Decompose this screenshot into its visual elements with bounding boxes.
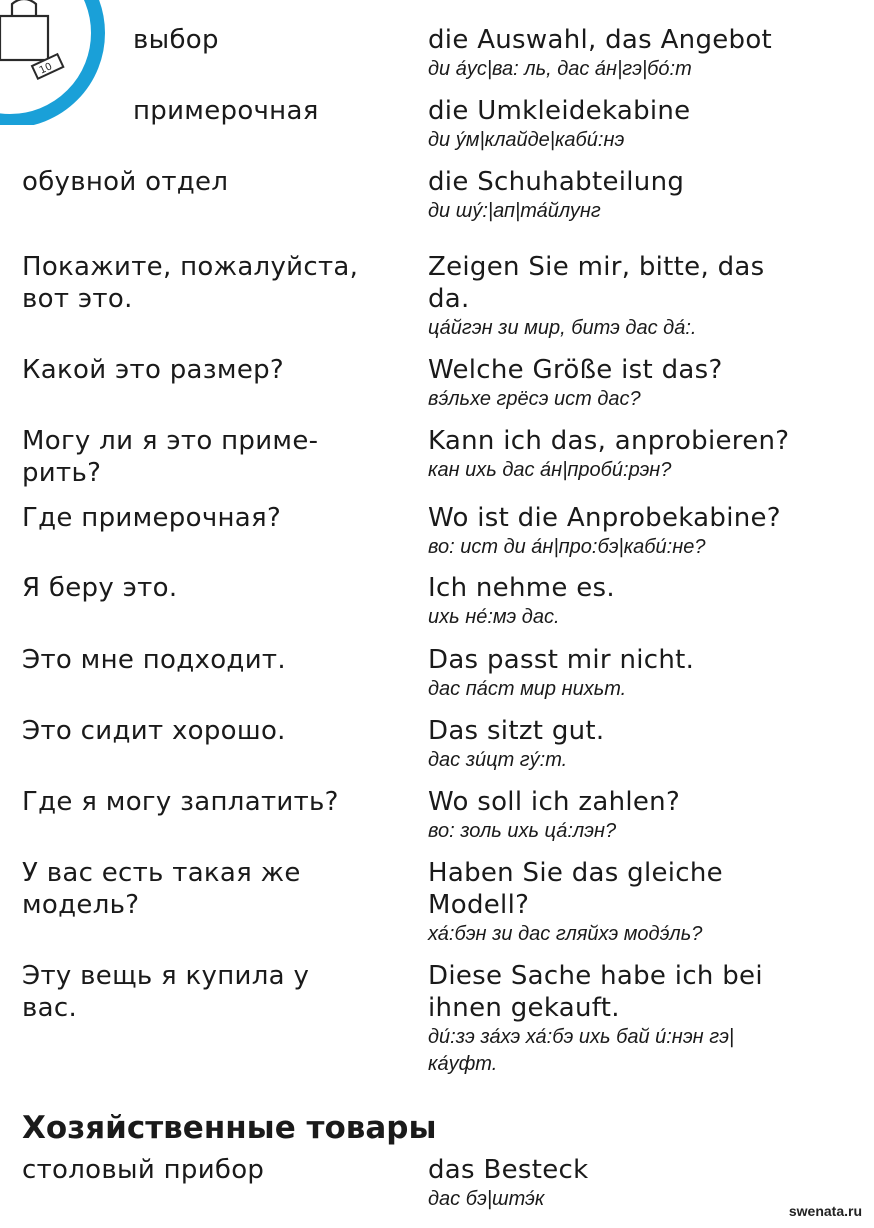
ru-phrase: Эту вещь я купила у вас. — [22, 961, 310, 1023]
de-phrase: Ich nehme es. — [428, 573, 615, 603]
ru-phrase: Могу ли я это приме-рить? — [22, 426, 319, 488]
ru-phrase: Какой это размер? — [22, 355, 285, 385]
transcription: ди́:зэ за́хэ ха́:бэ ихь бай и́:нэн гэ|ка́уфт. — [428, 1026, 735, 1075]
de-phrase: die Auswahl, das Angebot — [428, 25, 773, 55]
section-title: Хозяйственные товары — [22, 1110, 437, 1146]
transcription: во: ист ди а́н|про:бэ|каби́:не? — [428, 536, 706, 558]
de-phrase: Zeigen Sie mir, bitte, das da. — [428, 252, 765, 314]
transcription: ди шу́:|ап|та́йлунг — [428, 200, 601, 222]
ru-phrase: обувной отдел — [22, 167, 229, 197]
de-phrase: Diese Sache habe ich bei ihnen gekauft. — [428, 961, 763, 1023]
ru-phrase: столовый прибор — [22, 1155, 265, 1185]
de-phrase: das Besteck — [428, 1155, 589, 1185]
ru-phrase: Я беру это. — [22, 573, 178, 603]
transcription: дас па́ст мир нихьт. — [428, 678, 627, 700]
ru-phrase: Где примерочная? — [22, 503, 282, 533]
shopping-bag-logo-icon — [0, 0, 110, 125]
transcription: во: золь ихь ца́:лэн? — [428, 820, 617, 842]
transcription: дас бэ|штэ́к — [428, 1188, 545, 1210]
de-phrase: Haben Sie das gleiche Modell? — [428, 858, 723, 920]
ru-phrase: Это сидит хорошо. — [22, 716, 286, 746]
de-phrase: Wo soll ich zahlen? — [428, 787, 681, 817]
de-phrase: Wo ist die Anprobekabine? — [428, 503, 781, 533]
transcription: кан ихь дас а́н|проби́:рэн? — [428, 459, 672, 481]
de-phrase: Das passt mir nicht. — [428, 645, 695, 675]
logo-badge-text: 10 — [37, 61, 54, 77]
ru-phrase: выбор — [133, 25, 219, 55]
ru-phrase: Это мне подходит. — [22, 645, 286, 675]
de-phrase: Das sitzt gut. — [428, 716, 605, 746]
transcription: ха́:бэн зи дас гляйхэ модэ́ль? — [428, 923, 703, 945]
transcription: ди у́м|клайде|каби́:нэ — [428, 129, 625, 151]
transcription: дас зи́цт гу́:т. — [428, 749, 568, 771]
de-phrase: die Umkleidekabine — [428, 96, 691, 126]
ru-phrase: примерочная — [133, 96, 319, 126]
site-watermark: swenata.ru — [788, 1203, 862, 1219]
ru-phrase: Где я могу заплатить? — [22, 787, 339, 817]
ru-phrase: У вас есть такая же модель? — [22, 858, 301, 920]
ru-phrase: Покажите, пожалуйста, вот это. — [22, 252, 359, 314]
transcription: ца́йгэн зи мир, битэ дас да́:. — [428, 317, 697, 339]
transcription: ихь не́:мэ дас. — [428, 606, 560, 628]
de-phrase: Welche Größe ist das? — [428, 355, 723, 385]
transcription: вэ́льхе грёсэ ист дас? — [428, 388, 641, 410]
de-phrase: die Schuhabteilung — [428, 167, 685, 197]
de-phrase: Kann ich das, anprobieren? — [428, 426, 790, 456]
transcription: ди а́ус|ва: ль, дас а́н|гэ|бо́:т — [428, 58, 692, 80]
